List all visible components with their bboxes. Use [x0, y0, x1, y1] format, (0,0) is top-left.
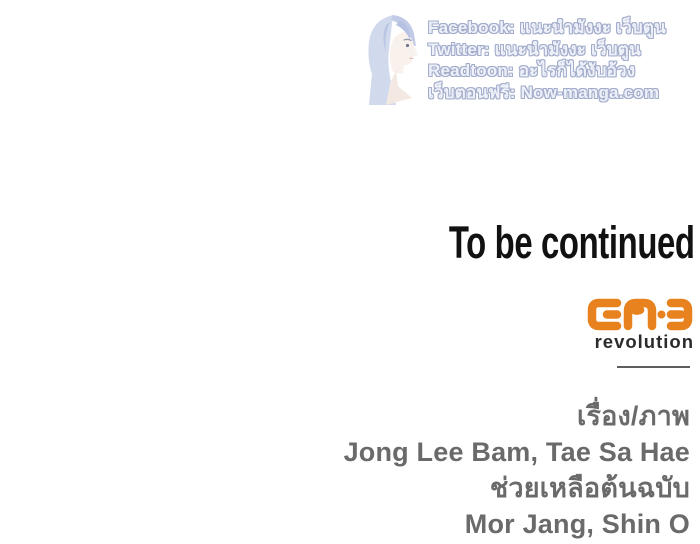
social-line-website: เว็บตอนฟรี: Now-manga.com [428, 82, 660, 102]
credit-assistants: Mor Jang, Shin O [464, 509, 690, 539]
credit-authors: Jong Lee Bam, Tae Sa Hae [343, 437, 690, 467]
cnc-logo-icon [586, 296, 694, 332]
social-line-facebook: Facebook: แนะนำมังงะ เว็บตูน [428, 18, 666, 37]
credits-block [344, 398, 690, 542]
divider-line [617, 366, 690, 368]
girl-avatar-icon [360, 12, 424, 106]
credit-role-story-art: เรื่อง/ภาพ [577, 401, 690, 431]
publisher-logo [584, 296, 694, 353]
to-be-continued-text: To be continued [449, 217, 695, 268]
credit-role-assist: ช่วยเหลือต้นฉบับ [489, 473, 690, 503]
social-line-readtoon: Readtoon: อะไรก็ได้งับอ้วง [428, 61, 636, 80]
social-line-twitter: Twitter: แนะนำมังงะ เว็บตูน [428, 39, 641, 59]
social-info-block [360, 12, 666, 106]
social-lines [428, 12, 666, 103]
publisher-logo-label: revolution [594, 331, 694, 352]
